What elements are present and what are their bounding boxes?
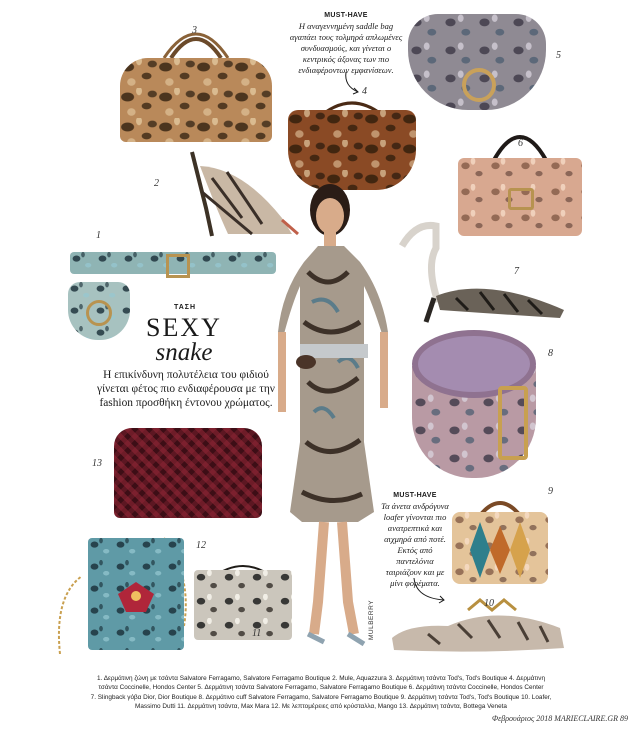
number-2: 2 (154, 178, 159, 189)
product-8-cuff-image (408, 326, 540, 482)
loafer-note-text: Τα άνετα ανδρόγυνα loafer γίνονται πιο ανατρεπτικά και αιχμηρά από ποτέ. Εκτός από παντελόνια ταιριάζουν και με μίνι φορέματα. (381, 501, 449, 588)
product-12-teal-bag-image (52, 536, 198, 654)
must-have-loafer-note (380, 490, 450, 589)
number-4: 4 (362, 86, 367, 97)
credits-line: τσάντα Coccinelle, Hondos Center 5. Δερμάτινη τσάντα Salvatore Ferragamo, Salvatore Ferragamo Boutique 6. Δερμάτινη τσάντα Coccinelle, Hondos Center (98, 684, 544, 692)
product-credits (14, 674, 628, 712)
page-footer: Φεβρουάριος 2018 MARIECLAIRE.GR 89 (491, 714, 628, 723)
credits-line: 1. Δερμάτινη ζώνη με τσάντα Salvatore Ferragamo, Salvatore Ferragamo Boutique 2. Mule, Aquazzura 3. Δερμάτινη τσάντα Tod's, Tod's Boutique 4. Δερμάτινη (96, 675, 546, 682)
model-brand-label: MULBERRY (368, 600, 375, 641)
number-8: 8 (548, 348, 553, 359)
arrow-to-loafer (410, 576, 450, 606)
product-13-woven-bag-image (114, 428, 262, 518)
number-12: 12 (196, 540, 206, 551)
number-3: 3 (192, 25, 197, 36)
credits-line: Massimo Dutti 11. Δερμάτινη τσάντα, Max Mara 12. Με λεπτομέρειες από κρύσταλλα, Mango 13. Δερμάτινη τσάντα, Bottega Veneta (135, 703, 507, 711)
number-7: 7 (514, 266, 519, 277)
product-7-slingback-image (396, 206, 568, 326)
arrow-to-saddle (340, 70, 370, 96)
number-6: 6 (518, 138, 523, 149)
number-9: 9 (548, 486, 553, 497)
product-9-tote-image (448, 490, 552, 586)
product-4-saddle-bag-image (286, 92, 418, 192)
headline-snake: snake (155, 339, 213, 366)
number-11: 11 (252, 628, 262, 639)
credits-line: 7. Slingback γόβα Dior, Dior Boutique 8. Δερμάτινο cuff Salvatore Ferragamo, Salvatore Ferragamo Boutique 9. Δερμάτινη τσάντα Tod's, Tod's Boutique 10. Loafer, (90, 693, 552, 701)
saddle-note-text: Η αναγεννημένη saddle bag αγαπάει τους τολμηρά απλωμένες συνδυασμούς, και γίνεται ο κεντρικός άξονας των πιο ενδιαφέροντων εμφανίσεων. (289, 21, 403, 75)
product-3-tote-image (116, 28, 276, 144)
number-10: 10 (484, 598, 494, 609)
number-1: 1 (96, 230, 101, 241)
model-photo (268, 182, 398, 658)
product-5-grey-bag-image (404, 10, 550, 112)
headline-sexy: SEXY (146, 313, 222, 342)
section-label: ΤΑΣΗ (173, 304, 197, 311)
intro-paragraph: Η επικίνδυνη πολυτέλεια του φιδιού γίνεται φέτος πιο ενδιαφέρουσα με την fashion προσθήκη έντονου χρώματος. (97, 369, 275, 409)
must-have-tag: MUST-HAVE (324, 12, 368, 19)
number-5: 5 (556, 50, 561, 61)
must-have-saddle-note (288, 10, 404, 76)
number-13: 13 (92, 458, 102, 469)
must-have-tag: MUST-HAVE (393, 492, 437, 499)
